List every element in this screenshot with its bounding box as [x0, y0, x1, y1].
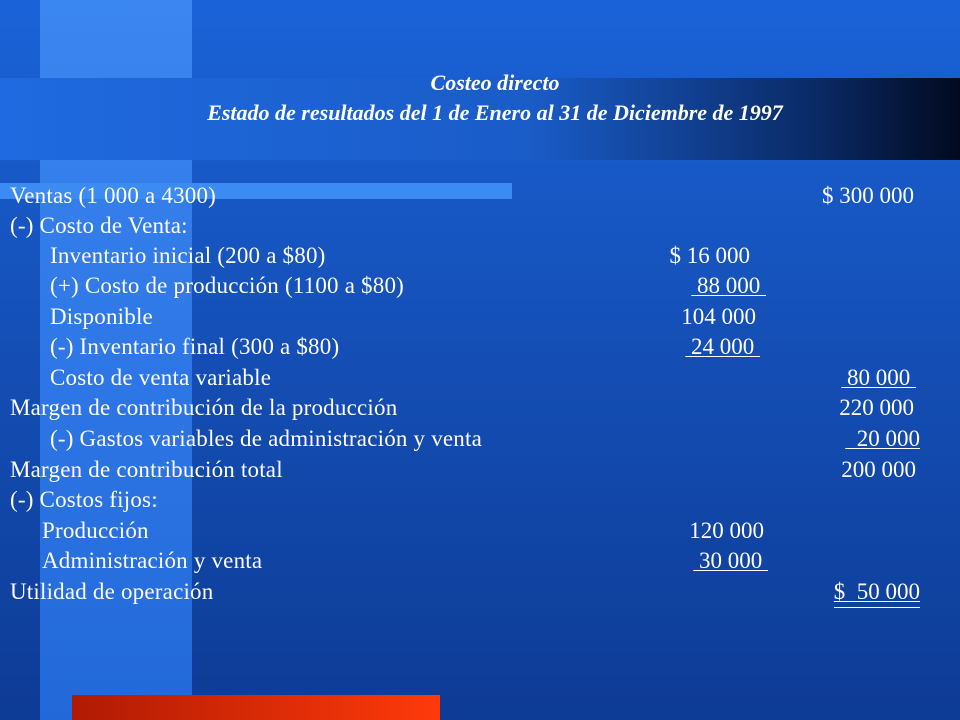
row-label: Margen de contribución de la producción [10, 395, 398, 420]
row-total: 20 000 [845, 426, 920, 451]
row-margen-produccion [0, 393, 960, 423]
row-subtotal: $ 16 000 [669, 243, 750, 268]
row-label: Disponible [50, 304, 153, 329]
row-produccion [0, 516, 960, 546]
row-costos-fijos-header [0, 485, 960, 515]
row-total: 200 000 [841, 457, 916, 482]
row-disponible [0, 302, 960, 332]
row-utilidad-operacion [0, 577, 960, 607]
row-label: (-) Costos fijos: [10, 487, 158, 512]
row-label: (-) Gastos variables de administración y venta [50, 426, 483, 451]
row-label: Inventario inicial (200 a $80) [50, 243, 326, 268]
row-costo-venta-variable [0, 363, 960, 393]
row-inventario-inicial [0, 241, 960, 271]
row-label: (+) Costo de producción (1100 a $80) [50, 273, 405, 298]
row-label: Ventas (1 000 a 4300) [10, 183, 217, 208]
row-total: 220 000 [839, 395, 914, 420]
row-total: $ 50 000 [833, 579, 920, 604]
title-line-2: Estado de resultados del 1 de Enero al 31 de Diciembre de 1997 [207, 100, 783, 125]
row-subtotal: 104 000 [681, 304, 756, 329]
row-label: Costo de venta variable [50, 365, 272, 390]
row-total-double-underline [834, 577, 920, 608]
row-administracion-venta [0, 546, 960, 576]
row-costo-venta-header [0, 211, 960, 241]
row-costo-produccion [0, 271, 960, 301]
row-total: 80 000 [841, 365, 916, 390]
row-label: (-) Costo de Venta: [10, 213, 188, 238]
row-margen-total [0, 455, 960, 485]
row-label: (-) Inventario final (300 a $80) [50, 334, 340, 359]
row-label: Margen de contribución total [10, 457, 283, 482]
row-total: $ 300 000 [822, 183, 914, 208]
row-subtotal: 120 000 [689, 518, 764, 543]
row-label: Utilidad de operación [10, 579, 214, 604]
row-subtotal: 30 000 [693, 548, 768, 573]
row-ventas [0, 181, 960, 211]
row-subtotal: 24 000 [685, 334, 760, 359]
row-inventario-final [0, 332, 960, 362]
row-label: Administración y venta [42, 548, 263, 573]
title-line-1: Costeo directo [430, 70, 560, 95]
row-gastos-variables [0, 424, 960, 454]
row-label: Producción [42, 518, 149, 543]
row-subtotal: 88 000 [691, 273, 766, 298]
